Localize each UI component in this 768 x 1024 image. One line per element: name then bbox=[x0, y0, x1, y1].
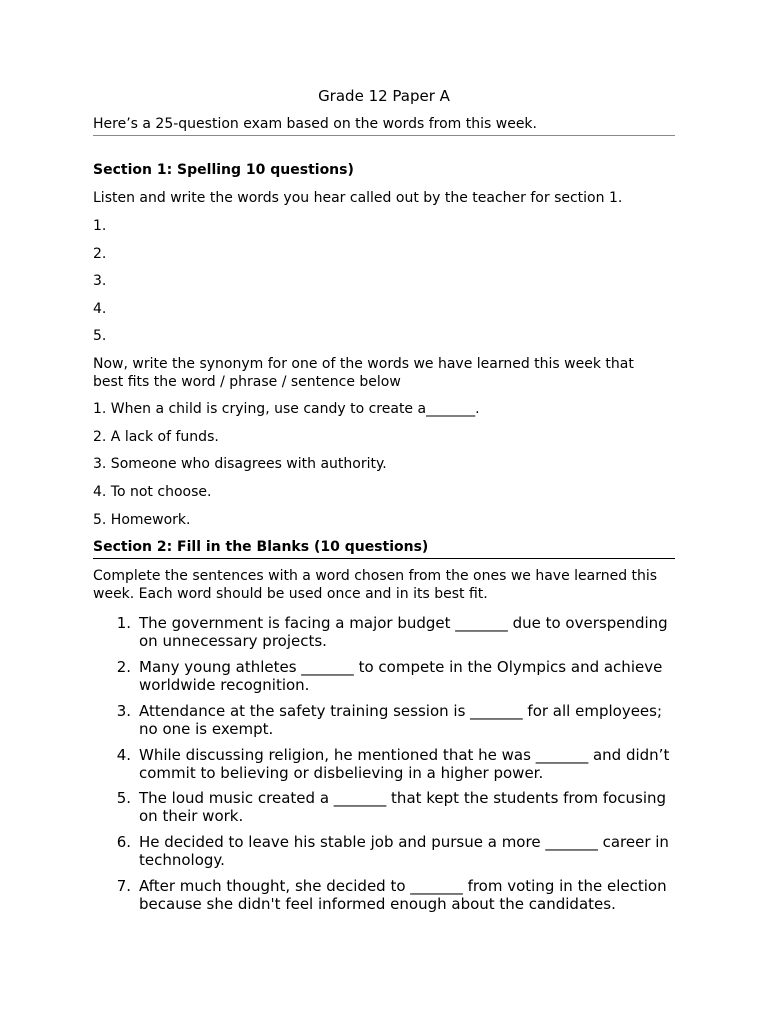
question-text: The government is facing a major budget _______ due to overspending on unnecessary projects. bbox=[139, 614, 668, 650]
synonym-item: 4. To not choose. bbox=[93, 484, 212, 500]
spelling-item: 2. bbox=[93, 246, 107, 262]
synonym-item: 2. A lack of funds. bbox=[93, 429, 219, 445]
section2-heading: Section 2: Fill in the Blanks (10 questions) bbox=[93, 539, 675, 559]
question-number: 5. bbox=[116, 789, 131, 807]
intro-text: Here’s a 25-question exam based on the words from this week. bbox=[93, 116, 675, 136]
question-text: Attendance at the safety training session is _______ for all employees; no one is exempt. bbox=[139, 702, 663, 738]
synonym-instruction: Now, write the synonym for one of the words we have learned this week that best fits the word / phrase / sentence below bbox=[93, 356, 634, 390]
spelling-item: 4. bbox=[93, 301, 107, 317]
question-number: 1. bbox=[116, 614, 131, 632]
synonym-item: 5. Homework. bbox=[93, 512, 191, 528]
spelling-item: 5. bbox=[93, 328, 107, 344]
section2-instruction: Complete the sentences with a word chosen from the ones we have learned this week. Each word should be used once and in its best fit. bbox=[93, 568, 658, 602]
synonym-item: 1. When a child is crying, use candy to create a_______. bbox=[93, 401, 480, 417]
question-number: 7. bbox=[116, 877, 131, 895]
question-text: After much thought, she decided to _______ from voting in the election because she didn't feel informed enough about the candidates. bbox=[139, 877, 667, 913]
synonym-item: 3. Someone who disagrees with authority. bbox=[93, 456, 387, 472]
section1-heading: Section 1: Spelling 10 questions) bbox=[93, 162, 354, 178]
question-text: While discussing religion, he mentioned that he was _______ and didn’t commit to believing or disbelieving in a higher power. bbox=[139, 746, 670, 782]
question-number: 3. bbox=[116, 702, 131, 720]
question-number: 2. bbox=[116, 658, 131, 676]
page-title: Grade 12 Paper A bbox=[318, 87, 450, 105]
question-text: The loud music created a _______ that kept the students from focusing on their work. bbox=[139, 789, 667, 825]
question-number: 4. bbox=[116, 746, 131, 764]
question-number: 6. bbox=[116, 833, 131, 851]
section1-instruction: Listen and write the words you hear called out by the teacher for section 1. bbox=[93, 190, 623, 206]
question-text: He decided to leave his stable job and pursue a more _______ career in technology. bbox=[139, 833, 669, 869]
question-text: Many young athletes _______ to compete in the Olympics and achieve worldwide recognition. bbox=[139, 658, 663, 694]
spelling-item: 3. bbox=[93, 273, 107, 289]
spelling-item: 1. bbox=[93, 218, 107, 234]
